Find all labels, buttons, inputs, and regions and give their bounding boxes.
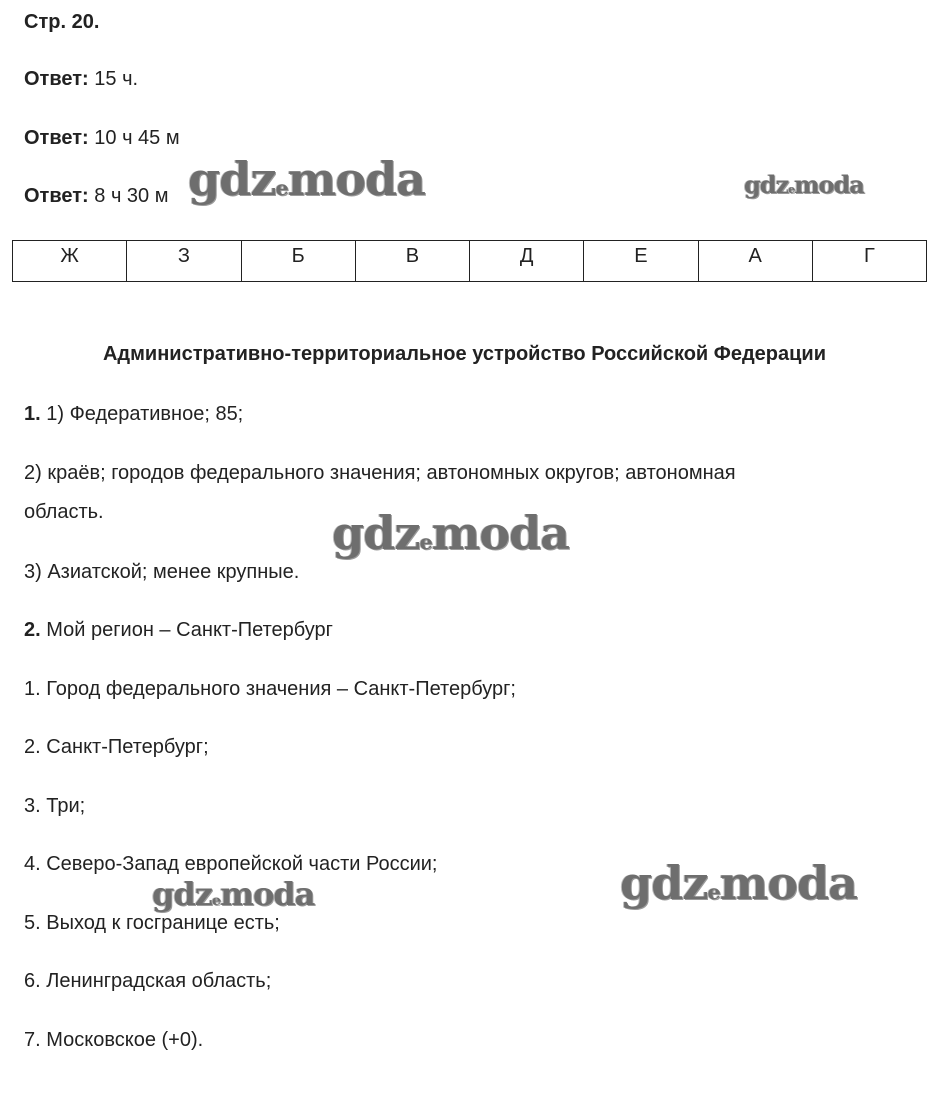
watermark-logo: gdzemoda: [620, 856, 857, 910]
table-cell: З: [127, 241, 241, 282]
list-item: 1. Город федерального значения – Санкт-Петербург;: [24, 678, 516, 700]
list-item: 3. Три;: [24, 795, 86, 817]
answer-label: Ответ:: [24, 185, 89, 207]
answer-label: Ответ:: [24, 127, 89, 149]
answer-table: [12, 240, 927, 282]
list-item: 5. Выход к госгранице есть;: [24, 912, 280, 934]
list-item: 2. Санкт-Петербург;: [24, 736, 209, 758]
task1-p3: 3) Азиатской; менее крупные.: [24, 561, 300, 583]
task-number: 1.: [24, 403, 41, 425]
table-row: [13, 241, 927, 282]
answer-value: 10 ч 45 м: [94, 127, 180, 149]
watermark-logo: gdzemoda: [188, 152, 425, 206]
watermark-logo: gdzemoda: [332, 506, 569, 560]
task1-p1: [24, 402, 243, 426]
answer-value: 8 ч 30 м: [94, 185, 169, 207]
answer-value: 15 ч.: [94, 68, 139, 90]
table-cell: Г: [812, 241, 926, 282]
list-item: 7. Московское (+0).: [24, 1029, 204, 1051]
table-cell: Д: [470, 241, 584, 282]
table-cell: А: [698, 241, 812, 282]
list-item: 6. Ленинградская область;: [24, 970, 272, 992]
section-title: Административно-территориальное устройство Российской Федерации: [102, 343, 826, 365]
task1-p2-line1: 2) краёв; городов федерального значения; автономных округов; автономная: [24, 462, 736, 484]
answer-line-3: [24, 184, 168, 208]
task-text: 1) Федеративное; 85;: [46, 403, 244, 425]
list-item: 4. Северо-Запад европейской части России;: [24, 853, 438, 875]
answer-line-1: [24, 67, 138, 91]
watermark-logo: gdzemoda: [152, 875, 315, 913]
table-cell: Ж: [13, 241, 127, 282]
task-text: Мой регион – Санкт-Петербург: [46, 619, 333, 641]
answer-label: Ответ:: [24, 68, 89, 90]
answer-line-2: [24, 126, 180, 150]
task-number: 2.: [24, 619, 41, 641]
page-header: Стр. 20.: [24, 11, 100, 33]
task2-title: [24, 618, 333, 642]
task1-p2-line2: область.: [24, 501, 104, 523]
table-cell: Б: [241, 241, 355, 282]
table-cell: В: [355, 241, 469, 282]
table-cell: Е: [584, 241, 698, 282]
watermark-logo: gdzemoda: [744, 170, 864, 199]
